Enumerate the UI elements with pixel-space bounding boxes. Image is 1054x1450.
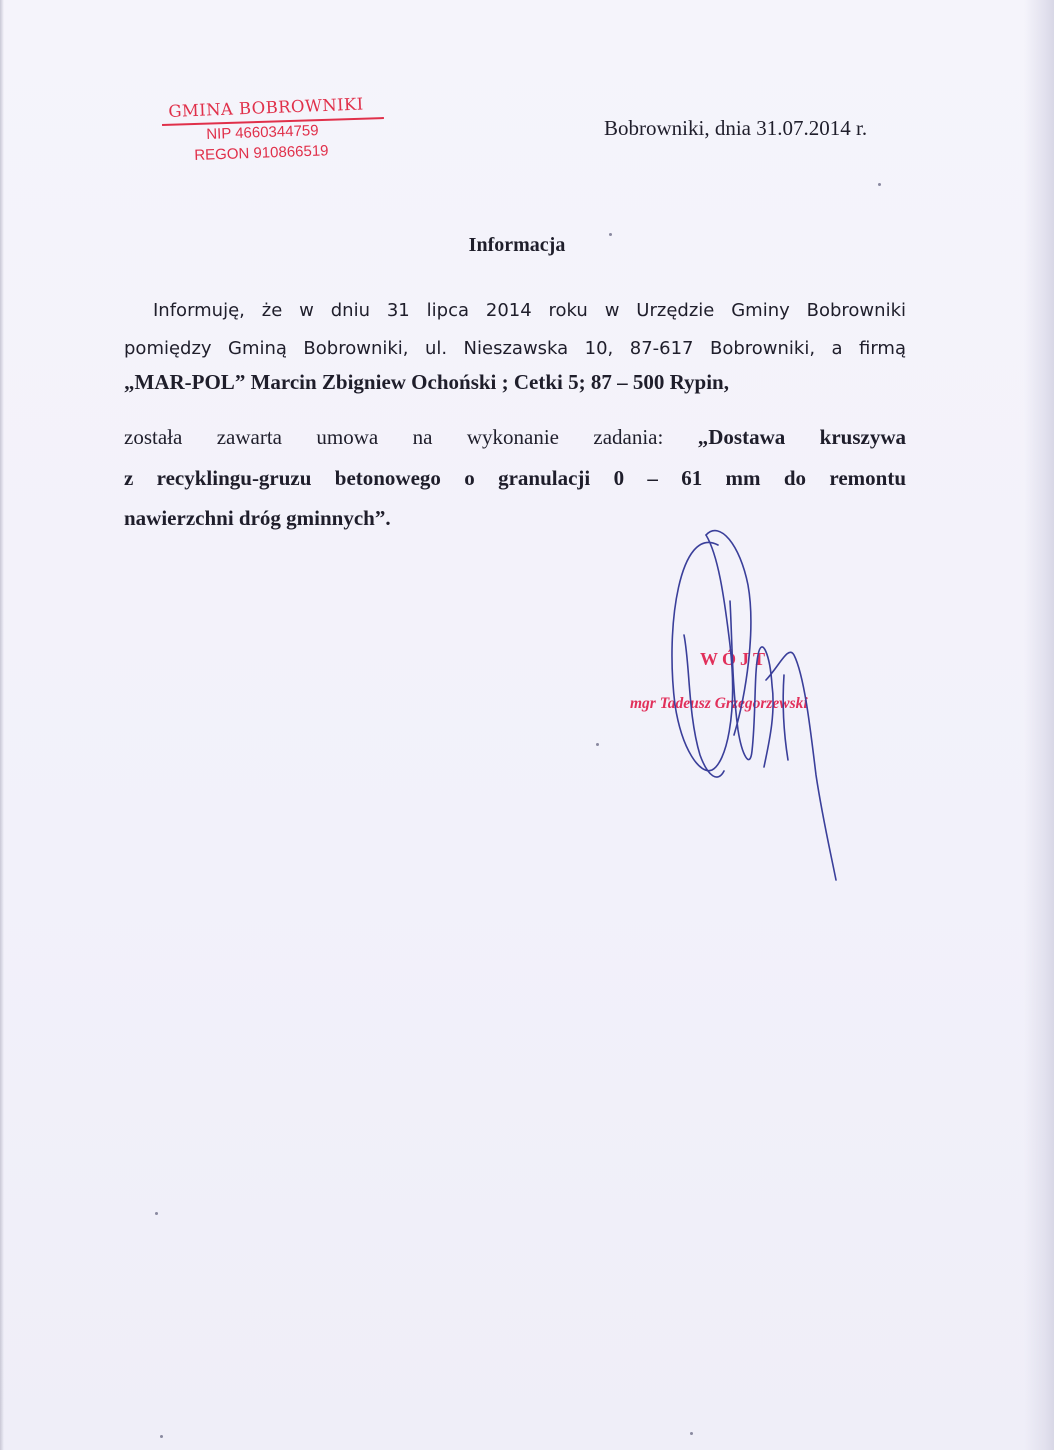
body-line-1: Informuję, że w dniu 31 lipca 2014 roku w Urzędzie Gminy Bobrowniki — [153, 300, 906, 321]
scan-speck — [878, 183, 881, 186]
body-line-6: nawierzchni dróg gminnych”. — [124, 506, 391, 530]
scan-speck — [155, 1212, 158, 1215]
body-line-4-plain: została zawarta umowa na wykonanie zadania: — [124, 425, 664, 449]
document-title: Informacja — [468, 234, 566, 256]
body-line-5: z recyklingu-gruzu betonowego o granulacji 0 – 61 mm do remontu — [124, 466, 906, 490]
body-line-4-bold: „Dostawa kruszywa — [697, 425, 906, 449]
scan-speck — [160, 1435, 163, 1438]
body-line-3: „MAR-POL” Marcin Zbigniew Ochoński ; Cetki 5; 87 – 500 Rypin, — [124, 370, 729, 394]
handwritten-signature — [660, 515, 860, 885]
scan-speck — [690, 1432, 693, 1435]
stamp-regon: REGON 910866519 — [194, 142, 329, 164]
municipality-stamp — [158, 96, 390, 168]
stamp-title: GMINA BOBROWNIKI — [168, 94, 364, 121]
page-left-edge — [0, 0, 4, 1450]
body-line-4 — [124, 425, 906, 450]
place-date: Bobrowniki, dnia 31.07.2014 r. — [604, 116, 868, 140]
page-right-edge — [1024, 0, 1054, 1450]
body-line-2: pomiędzy Gminą Bobrowniki, ul. Nieszawska 10, 87-617 Bobrowniki, a firmą — [124, 338, 906, 359]
scan-speck — [596, 743, 599, 746]
official-stamp-title: WÓJT — [700, 649, 770, 669]
stamp-nip: NIP 4660344759 — [206, 122, 319, 143]
official-stamp-name: mgr Tadeusz Grzegorzewski — [630, 695, 808, 712]
scan-speck — [609, 233, 612, 236]
